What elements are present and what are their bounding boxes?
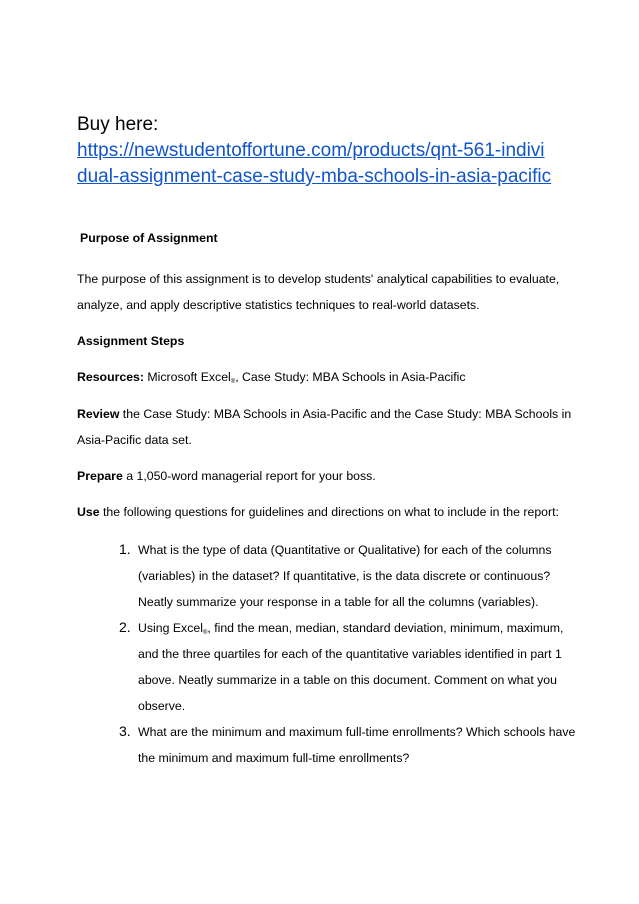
review-label: Review	[77, 407, 120, 421]
question-3-line-1: What are the minimum and maximum full-time enrollments? Which schools have	[138, 725, 576, 739]
question-2-number: 2.	[119, 619, 131, 635]
question-1-line-3: Neatly summarize your response in a table for all the columns (variables).	[138, 595, 539, 609]
buy-here-label: Buy here:	[77, 114, 159, 135]
question-2-line-1-a: Using Excel	[138, 621, 203, 635]
question-2-line-2: and the three quartiles for each of the quantitative variables identified in part 1	[138, 647, 562, 661]
question-2-line-4: observe.	[138, 699, 186, 713]
registered-mark-2: ®	[202, 630, 208, 636]
steps-heading: Assignment Steps	[77, 334, 185, 348]
resources-label: Resources:	[77, 370, 144, 384]
review-text-line-1: the Case Study: MBA Schools in Asia-Pacific and the Case Study: MBA Schools in	[119, 407, 572, 421]
resources-text-b: , Case Study: MBA Schools in Asia-Pacific	[235, 370, 466, 384]
use-label: Use	[77, 505, 100, 519]
review-text-line-2: Asia-Pacific data set.	[77, 433, 192, 447]
question-1-line-1: What is the type of data (Quantitative or Qualitative) for each of the columns	[138, 543, 552, 557]
review-line-1	[77, 406, 571, 422]
question-2-line-1-b: , find the mean, median, standard deviation, minimum, maximum,	[207, 621, 564, 635]
product-link[interactable]	[77, 138, 571, 190]
resources-line	[77, 369, 466, 388]
use-text: the following questions for guidelines and directions on what to include in the report:	[99, 505, 559, 519]
use-line	[77, 504, 559, 520]
registered-mark: ®	[230, 379, 236, 385]
product-link-line-1[interactable]: https://newstudentoffortune.com/products/qnt-561-indivi	[77, 140, 545, 161]
question-1-number: 1.	[119, 541, 131, 557]
product-link-line-2[interactable]: dual-assignment-case-study-mba-schools-in-asia-pacific	[77, 166, 552, 187]
purpose-heading: Purpose of Assignment	[80, 231, 218, 245]
prepare-label: Prepare	[77, 469, 123, 483]
question-3-line-2: the minimum and maximum full-time enrollments?	[138, 751, 410, 765]
purpose-text-line-1: The purpose of this assignment is to develop students' analytical capabilities to evaluate,	[77, 272, 560, 286]
question-1-line-2: (variables) in the dataset? If quantitative, is the data discrete or continuous?	[138, 569, 551, 583]
buy-here-header	[77, 112, 597, 190]
prepare-line	[77, 468, 376, 484]
resources-text-a: Microsoft Excel	[143, 370, 231, 384]
purpose-text-line-2: analyze, and apply descriptive statistics techniques to real-world datasets.	[77, 298, 480, 312]
question-2-line-3: above. Neatly summarize in a table on this document. Comment on what you	[138, 673, 557, 687]
question-3-number: 3.	[119, 723, 131, 739]
question-2-line-1	[138, 620, 563, 639]
prepare-text: a 1,050-word managerial report for your boss.	[122, 469, 376, 483]
